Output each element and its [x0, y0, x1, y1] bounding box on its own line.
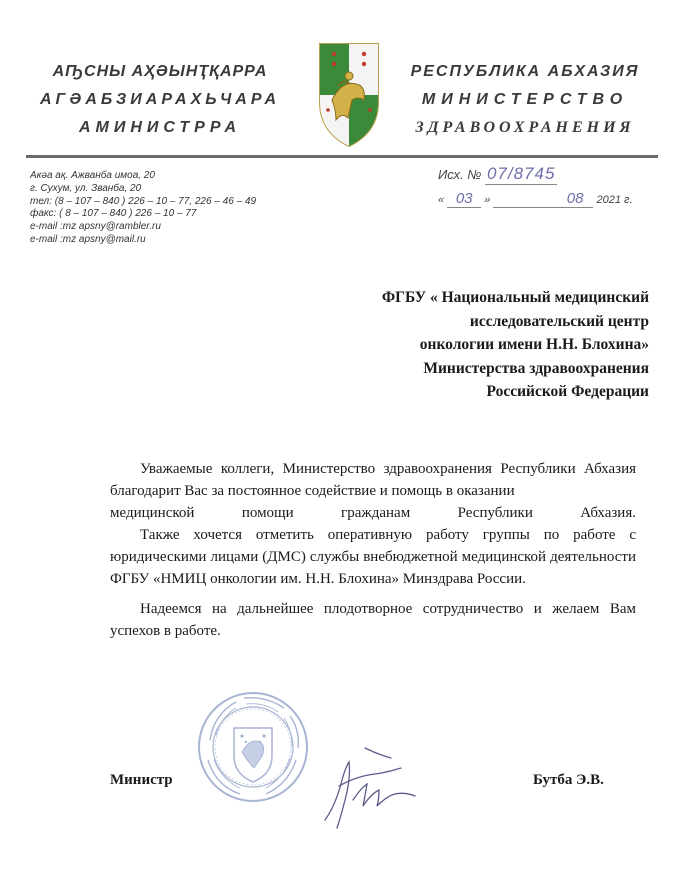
header-right-russian — [400, 58, 650, 142]
header-right-line-1: РЕСПУБЛИКА АБХАЗИЯ — [410, 63, 640, 80]
date-close-quote: » — [484, 194, 491, 206]
date-open-quote: « — [438, 194, 445, 206]
abkhazia-coat-of-arms-icon — [314, 40, 384, 150]
reference-number-row — [438, 164, 668, 186]
outgoing-reference — [438, 164, 668, 208]
recipient-line: исследовательский центр — [469, 312, 649, 330]
reference-month: 08 — [566, 190, 584, 207]
reference-year: 2021 г. — [596, 194, 633, 206]
signatory-name: Бутба Э.В. — [533, 772, 604, 788]
phone-line: тел: (8 – 107 – 840 ) 226 – 10 – 77, 226 – 46 – 49 — [30, 195, 257, 207]
letter-body — [110, 458, 636, 642]
body-paragraph-3: Надеемся на дальнейшее плодотворное сотрудничество и желаем Вам успехов в работе. — [110, 601, 636, 639]
header-left-line-3: АМИНИСТРРА — [78, 119, 242, 136]
recipient-block — [289, 286, 649, 404]
signatory-title: Министр — [110, 772, 173, 788]
email-line: e-mail :mz apsny@rambler.ru — [30, 221, 161, 233]
body-paragraph-1-last-line: медицинской помощи гражданам Республики Абхазия. — [110, 505, 636, 521]
body-paragraph-1: Уважаемые коллеги, Министерство здравоохранения Республики Абхазия благодарит Вас за постоянное содействие и помощь в оказании — [110, 461, 636, 499]
email-line: e-mail :mz apsny@mail.ru — [30, 233, 146, 245]
address-block — [30, 170, 300, 247]
handwritten-signature-icon — [305, 740, 425, 835]
recipient-line: Министерства здравоохранения — [423, 359, 649, 377]
recipient-line: ФГБУ « Национальный медицинский — [381, 289, 649, 306]
recipient-line: онкологии имени Н.Н. Блохина» — [419, 336, 649, 353]
ministry-seal-icon — [196, 690, 310, 804]
header-right-line-3: ЗДРАВООХРАНЕНИЯ — [415, 119, 635, 136]
reference-day: 03 — [455, 190, 473, 207]
header-left-line-1: АҦСНЫ АҲӘЫНҬҚАРРА — [52, 63, 268, 80]
header-divider — [26, 155, 658, 158]
body-paragraph-2: Также хочется отметить оперативную работу группы по работе с юридическими лицами (ДМС) службы внебюджетной медицинской деятельности ФГБУ «НМИЦ онкологии им. Н.Н. Блохина» Минздрава России. — [110, 527, 636, 587]
recipient-line: Российской Федерации — [486, 383, 649, 400]
header-right-line-2: МИНИСТЕРСТВО — [421, 91, 629, 108]
fax-line: факс: ( 8 – 107 – 840 ) 226 – 10 – 77 — [30, 208, 197, 220]
address-line: Акәа ақ. Ажванба имоа, 20 — [30, 170, 155, 181]
address-line: г. Сухум, ул. Званба, 20 — [30, 182, 142, 194]
reference-prefix: Исх. № — [438, 167, 482, 182]
header-left-abkhaz — [40, 58, 280, 142]
header-left-line-2: АГӘАБЗИАРАХЬЧАРА — [40, 91, 281, 108]
reference-date-row — [438, 190, 668, 208]
reference-number: 07/8745 — [486, 164, 556, 183]
